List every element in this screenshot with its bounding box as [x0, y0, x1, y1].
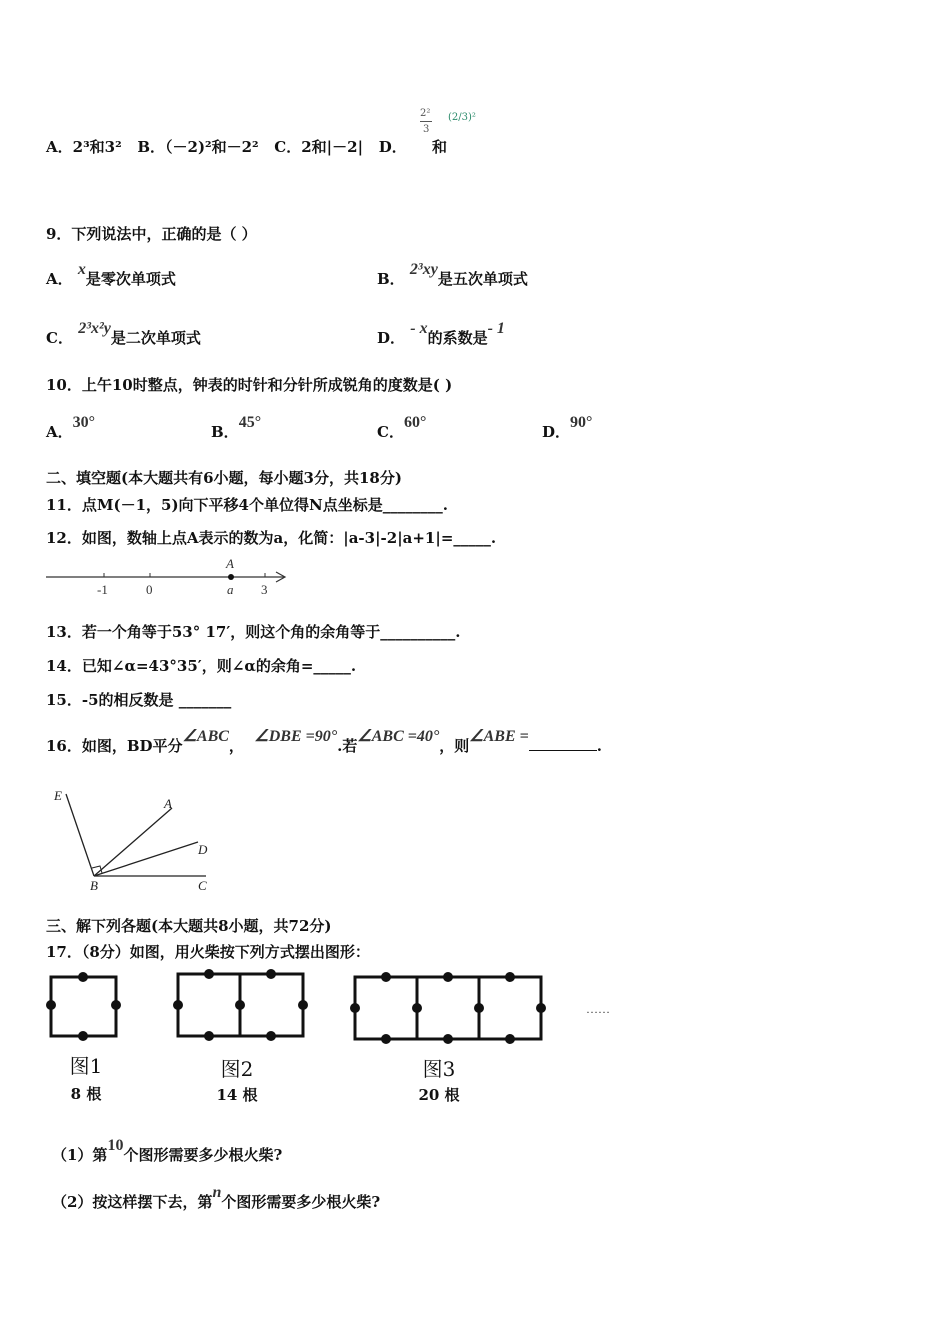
math-expr: - x [410, 320, 428, 337]
math-expr: x [77, 261, 86, 278]
math-expr: ∠ABC =40° [357, 728, 440, 745]
figure-name: 图1 [69, 1054, 103, 1078]
math-expr: 2³x²y [78, 320, 111, 337]
math-expr: 2³xy [409, 261, 438, 278]
option-text: 的系数是 [427, 329, 488, 347]
q8-d-frac-num: 2² [420, 108, 431, 119]
figure-count: 14 根 [216, 1086, 258, 1104]
option-label: B． [377, 270, 405, 288]
figure-3-caption [414, 1053, 464, 1105]
tick-label: 3 [261, 582, 268, 597]
figure-name: 图2 [220, 1057, 254, 1081]
square [51, 977, 116, 1036]
point-a [228, 574, 234, 580]
option-text: 是零次单项式 [85, 270, 176, 288]
q15: 15．-5的相反数是 _______ [46, 691, 232, 709]
option-value: 60° [403, 414, 427, 431]
math-expr: - 1 [487, 320, 505, 337]
figure-2-caption [212, 1053, 262, 1105]
option-value: 30° [72, 414, 96, 431]
point-a-label: A [226, 556, 234, 571]
math-expr: ∠DBE =90° [254, 728, 338, 745]
option-label: D． [542, 423, 571, 441]
label-b: B [90, 878, 98, 893]
q9-option-a [46, 261, 176, 289]
option-text: 是五次单项式 [437, 270, 528, 288]
option-label: C． [46, 329, 73, 347]
q9-option-b [377, 261, 528, 289]
rect [355, 977, 541, 1039]
figure-3-dots [350, 972, 546, 1044]
q17-sub-2 [52, 1184, 381, 1212]
math-expr: ∠ABC [182, 728, 229, 745]
q8-option-c: C．2和|－2| [274, 138, 364, 156]
math-expr: n [212, 1184, 222, 1201]
option-label: B． [211, 423, 239, 441]
sub-text: 个图形需要多少根火柴? [221, 1193, 381, 1211]
q12: 12．如图，数轴上点A表示的数为a，化简：|a-3|-2|a+1|=_____. [46, 529, 497, 547]
q10-option-d [542, 414, 593, 442]
q8-option-b: B．（－2)²和－2² [137, 138, 259, 156]
q8-option-d-math [418, 108, 488, 156]
q11: 11．点M(－1，5)向下平移4个单位得N点坐标是________. [46, 496, 448, 514]
q8-d-frac-den: 3 [423, 124, 430, 135]
option-value: 90° [570, 414, 593, 431]
q10-option-b [211, 414, 262, 442]
label-d: D [198, 842, 208, 857]
ellipsis: …… [586, 1002, 610, 1016]
q13: 13．若一个角等于53° 17′，则这个角的余角等于__________. [46, 623, 461, 641]
figure-1-caption [66, 1050, 106, 1104]
q8-option-d-label: D． [378, 138, 407, 156]
figure-count: 20 根 [418, 1086, 460, 1104]
q8-d-paren: (2/3)² [448, 112, 476, 123]
q9-stem: 9．下列说法中，正确的是（ ） [46, 225, 257, 243]
option-label: D． [377, 329, 406, 347]
sub-text: 个图形需要多少根火柴? [123, 1146, 283, 1164]
ray-ba [94, 808, 172, 876]
right-angle-mark [92, 866, 102, 873]
label-c: C [198, 878, 207, 893]
tick-label: -1 [97, 582, 108, 597]
q9-option-d [377, 320, 505, 348]
q10-option-c [377, 414, 427, 442]
q10-stem: 10．上午10时整点，钟表的时针和分针所成锐角的度数是( ) [46, 376, 453, 394]
angle-figure [46, 782, 226, 894]
math-expr: ∠ABE = [469, 728, 529, 745]
q8-d-he: 和 [432, 138, 448, 156]
q8-option-a: A．2³和3² [46, 138, 122, 156]
q10-option-a [46, 414, 96, 442]
figure-1-dots [46, 972, 121, 1041]
sub-text: （1）第 [52, 1146, 108, 1164]
q17-sub-1 [52, 1137, 283, 1165]
ray-be [66, 794, 94, 876]
option-text: 是二次单项式 [110, 329, 201, 347]
answer-blank [529, 736, 597, 751]
section-2-title: 二、填空题(本大题共有6小题，每小题3分，共18分) [46, 469, 402, 487]
figure-3 [355, 977, 541, 1039]
sub-text: （2）按这样摆下去，第 [52, 1193, 213, 1211]
section-3-title: 三、解下列各题(本大题共8小题，共72分) [46, 917, 332, 935]
tick-label: a [227, 582, 234, 597]
q9-option-c [46, 320, 201, 348]
figure-1 [51, 977, 116, 1036]
label-e: E [54, 788, 62, 803]
option-label: C． [377, 423, 404, 441]
tick-label: 0 [146, 582, 153, 597]
fraction-bar [420, 121, 432, 122]
option-label: A． [46, 423, 73, 441]
q16-text: ， [228, 737, 244, 755]
q16-text: 16．如图，BD平分 [46, 737, 183, 755]
q16-text: ，则 [439, 737, 470, 755]
figure-name: 图3 [422, 1057, 456, 1081]
q16 [46, 728, 602, 756]
math-expr: 10 [107, 1137, 124, 1154]
q16-text: .若 [337, 737, 358, 755]
number-line-figure [40, 556, 300, 600]
figure-count: 8 根 [70, 1085, 102, 1103]
q14: 14．已知∠α=43°35′，则∠α的余角=_____. [46, 657, 357, 675]
option-label: A． [46, 270, 73, 288]
q17-stem: 17．（8分）如图，用火柴按下列方式摆出图形： [46, 943, 370, 961]
label-a: A [164, 796, 172, 811]
ray-bd [94, 842, 198, 876]
option-value: 45° [238, 414, 262, 431]
matchstick-figures [40, 966, 640, 1116]
q16-text: . [596, 737, 602, 755]
q8-options [46, 136, 407, 157]
